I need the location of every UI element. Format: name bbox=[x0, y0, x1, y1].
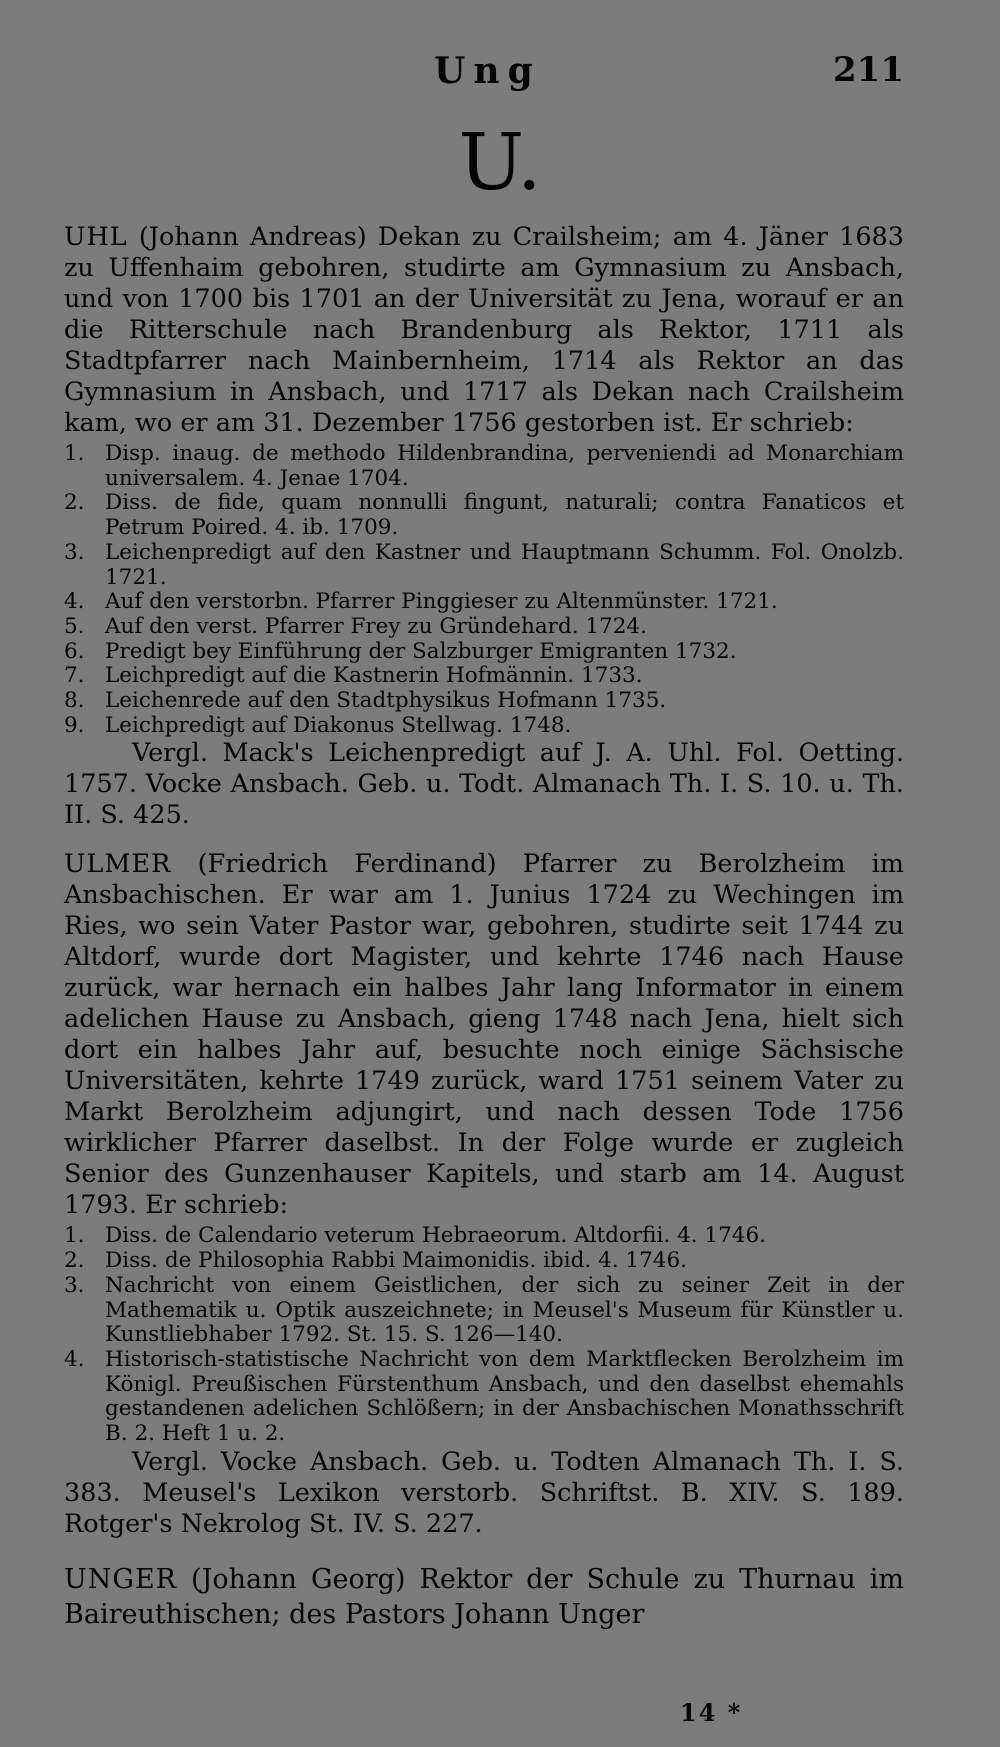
work-number: 2. bbox=[64, 1248, 85, 1274]
work-title: Nachricht von einem Geistlichen, der sich zu seiner Zeit in der Mathematik u. Optik auszeichnete; in Meusel's Museum für Künstler u. Kunstliebhaber 1792. St. 15. S. 126—140. bbox=[105, 1272, 904, 1348]
work-item bbox=[64, 640, 904, 665]
work-number: 3. bbox=[64, 539, 85, 565]
running-head-word: Ung bbox=[434, 50, 541, 92]
work-number: 4. bbox=[64, 589, 85, 615]
entry-text: (Johann Georg) Rektor der Schule zu Thurnau im Baireuthischen; des Pastors Johann Unger bbox=[64, 1563, 904, 1630]
entry-lemma: ULMER bbox=[64, 849, 172, 880]
work-title: Predigt bey Einführung der Salzburger Emigranten 1732. bbox=[105, 638, 737, 664]
work-title: Diss. de Philosophia Rabbi Maimonidis. ibid. 4. 1746. bbox=[105, 1248, 687, 1274]
work-title: Historisch-statistische Nachricht von dem Marktflecken Berolzheim im Königl. Preußischen Fürstenthum Ansbach, und den daselbst ehemahls gestandenen adelichen Schlößern; in der Ansbachischen Monathsschrift B. 2. Heft 1 u. 2. bbox=[105, 1346, 904, 1447]
work-item bbox=[64, 442, 904, 491]
work-number: 1. bbox=[64, 441, 85, 466]
entry-text: (Friedrich Ferdinand) Pfarrer zu Berolzheim im Ansbachischen. Er war am 1. Junius 1724 zu Wechingen im Ries, wo sein Vater Pastor war, gebohren, studirte seit 1744 zu Altdorf, wurde dort Magister, und kehrte 1746 nach Hause zurück, war hernach ein halbes Jahr lang Informator in einem adelichen Hause zu Ansbach, gieng 1748 nach Jena, hielt sich dort ein halbes Jahr auf, besuchte noch einige Sächsische Universitäten, kehrte 1749 zurück, ward 1751 seinem Vater zu Markt Berolzheim adjungirt, und nach dessen Tode 1756 wirklicher Pfarrer daselbst. In der Folge wurde er zugleich Senior des Gunzenhauser Kapitels, und starb am 14. August 1793. Er schrieb: bbox=[64, 849, 904, 1221]
entry-unger bbox=[64, 1562, 904, 1632]
entry-paragraph bbox=[64, 222, 904, 439]
work-item bbox=[64, 590, 904, 615]
page-body bbox=[64, 222, 904, 1632]
work-title: Leichpredigt auf Diakonus Stellwag. 1748. bbox=[105, 712, 572, 738]
work-title: Auf den verstorbn. Pfarrer Pinggieser zu Altenmünster. 1721. bbox=[105, 589, 778, 615]
entry-lemma: UNGER bbox=[64, 1563, 177, 1595]
running-head bbox=[64, 50, 904, 100]
work-number: 1. bbox=[64, 1223, 85, 1249]
work-item bbox=[64, 1348, 904, 1447]
entry-ulmer bbox=[64, 849, 904, 1539]
work-item bbox=[64, 1249, 904, 1274]
section-letter: U. bbox=[458, 118, 542, 208]
work-title: Leichpredigt auf die Kastnerin Hofmännin. 1733. bbox=[105, 663, 643, 689]
work-number: 7. bbox=[64, 663, 85, 689]
entry-paragraph bbox=[64, 849, 904, 1221]
work-title: Disp. inaug. de methodo Hildenbrandina, perveniendi ad Monarchiam universalem. 4. Jenae 1704. bbox=[105, 441, 904, 491]
work-title: Diss. de Calendario veterum Hebraeorum. Altdorfii. 4. 1746. bbox=[105, 1223, 766, 1249]
work-item bbox=[64, 689, 904, 714]
work-number: 9. bbox=[64, 712, 85, 738]
work-title: Leichenrede auf den Stadtphysikus Hofmann 1735. bbox=[105, 688, 667, 714]
entry-paragraph bbox=[64, 1562, 904, 1632]
work-item bbox=[64, 541, 904, 590]
references bbox=[64, 738, 904, 831]
work-item bbox=[64, 664, 904, 689]
references bbox=[64, 1447, 904, 1540]
work-number: 6. bbox=[64, 638, 85, 664]
work-item bbox=[64, 491, 904, 540]
page-number: 211 bbox=[833, 50, 904, 90]
signature-mark: 14 * bbox=[680, 1698, 743, 1727]
references-text: Vergl. Vocke Ansbach. Geb. u. Todten Almanach Th. I. S. 383. Meusel's Lexikon verstorb. Schriftst. B. XIV. S. 189. Rotger's Nekrolog St. IV. S. 227. bbox=[64, 1446, 904, 1539]
works-list bbox=[64, 442, 904, 738]
work-title: Auf den verst. Pfarrer Frey zu Gründehard. 1724. bbox=[105, 613, 647, 639]
work-number: 2. bbox=[64, 490, 85, 516]
references-text: Vergl. Mack's Leichenpredigt auf J. A. Uhl. Fol. Oetting. 1757. Vocke Ansbach. Geb. u. Todt. Almanach Th. I. S. 10. u. Th. II. S. 425. bbox=[64, 738, 904, 831]
work-item bbox=[64, 615, 904, 640]
work-number: 8. bbox=[64, 688, 85, 714]
works-list bbox=[64, 1224, 904, 1446]
work-number: 4. bbox=[64, 1346, 85, 1372]
work-title: Diss. de fide, quam nonnulli fingunt, naturali; contra Fanaticos et Petrum Poired. 4. ib. 1709. bbox=[105, 490, 904, 541]
entry-uhl bbox=[64, 222, 904, 831]
entry-lemma: UHL bbox=[64, 222, 128, 252]
work-item bbox=[64, 1224, 904, 1249]
entry-text: (Johann Andreas) Dekan zu Crailsheim; am 4. Jäner 1683 zu Uffenhaim gebohren, studirte am Gymnasium zu Ansbach, und von 1700 bis 1701 an der Universität zu Jena, worauf er an die Ritterschule nach Brandenburg als Rektor, 1711 als Stadtpfarrer nach Mainbernheim, 1714 als Rektor an das Gymnasium in Ansbach, und 1717 als Dekan nach Crailsheim kam, wo er am 31. Dezember 1756 gestorben ist. Er schrieb: bbox=[64, 222, 904, 438]
work-item bbox=[64, 714, 904, 739]
work-item bbox=[64, 1274, 904, 1348]
work-number: 3. bbox=[64, 1272, 85, 1298]
work-title: Leichenpredigt auf den Kastner und Hauptmann Schumm. Fol. Onolzb. 1721. bbox=[105, 539, 904, 590]
work-number: 5. bbox=[64, 613, 85, 639]
